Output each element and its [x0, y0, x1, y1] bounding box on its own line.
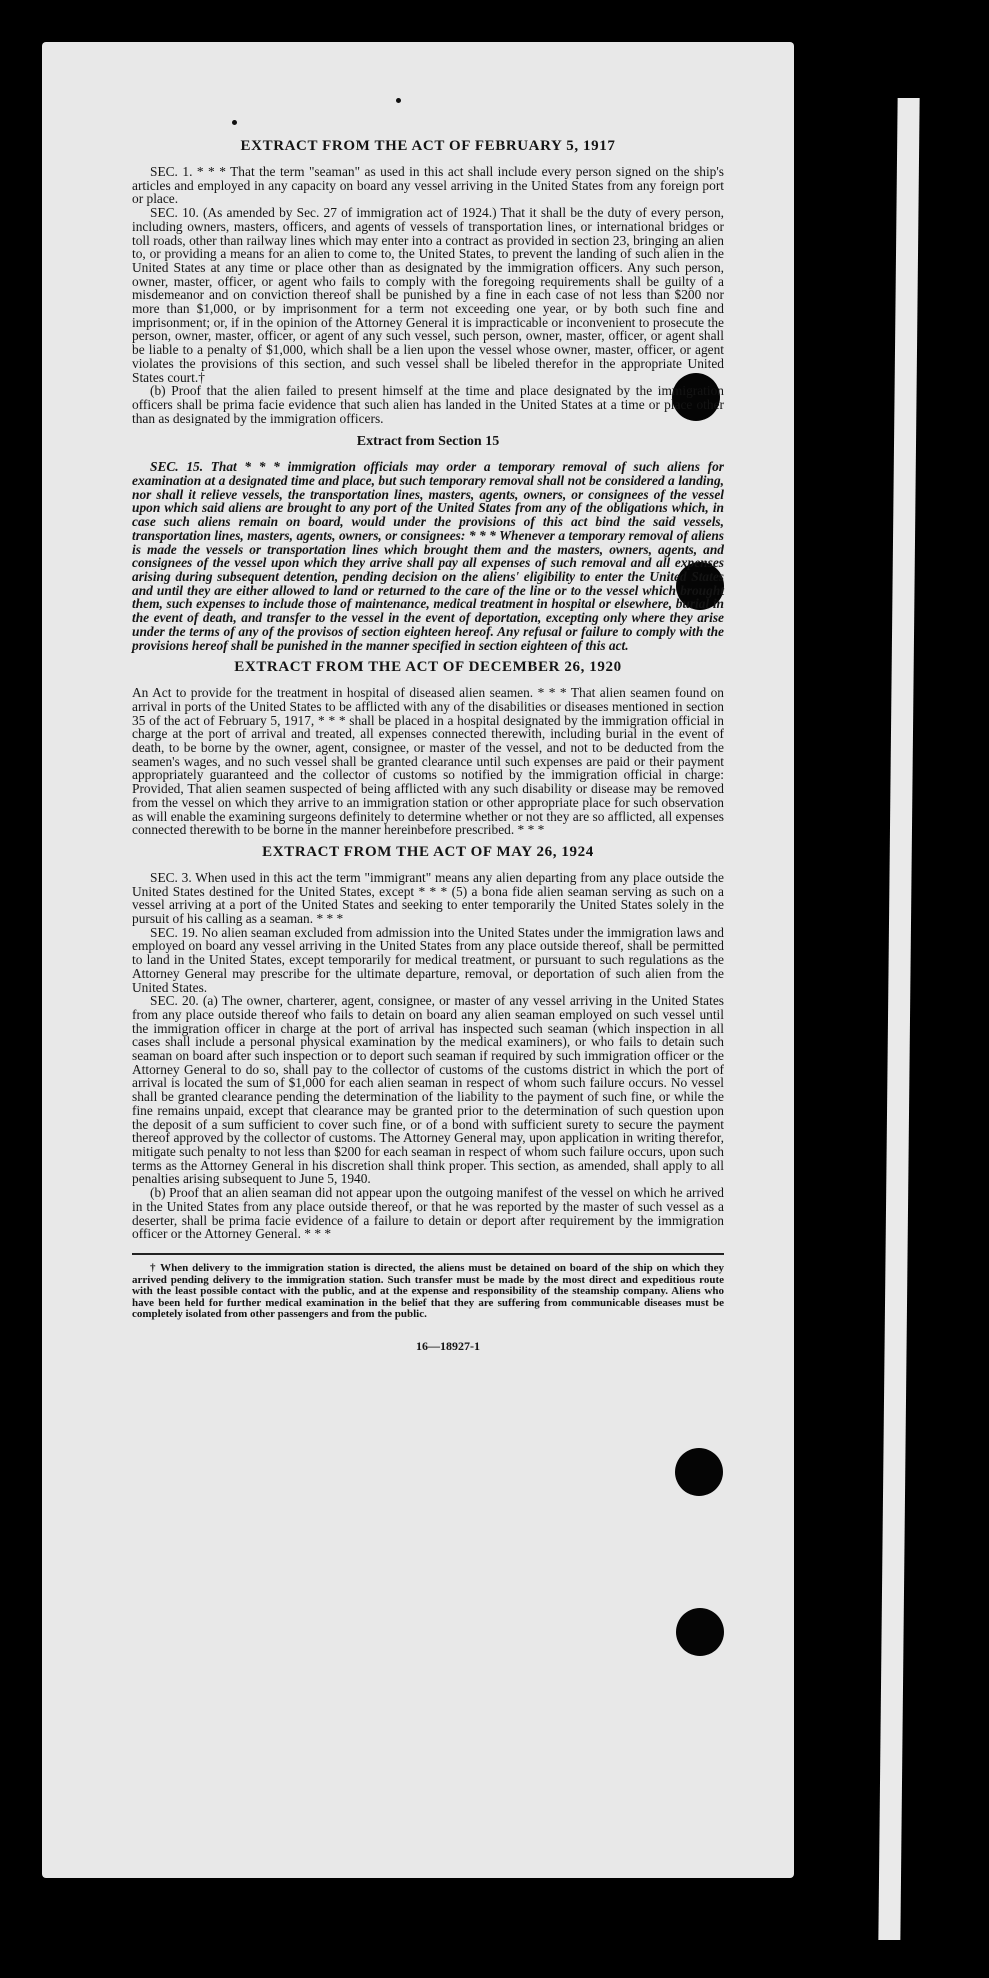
section-15-paragraph: SEC. 15. That * * * immigration officials may order a temporary removal of such aliens for examination at a designated time and place, but such temporary removal shall not be considered a landing, nor shall it relieve vessels, the transportation lines, masters, agents, owners, or consignees of the vessel upon which said aliens are brought to any port of the United States from any of the obligations which, in case such aliens remain on board, would under the provisions of this act bind the said vessels, transportation lines, masters, agents, owners, or consignees: * * * Whenever a temporary removal of aliens is made the vessels or transportation lines which brought them and the masters, owners, agents, and consignees of the vessel upon which they arrive shall pay all expenses of such removal and all expenses arising during subsequent detention, pending decision on the aliens' eligibility to enter the United States and until they are either allowed to land or returned to the care of the line or to the vessel which brought them, such expenses to include those of maintenance, medical treatment in hospital or elsewhere, burial in the event of death, and transfer to the vessel in the event of deportation, excepting only where they arise under the terms of any of the provisos of section eighteen hereof. Any refusal or failure to comply with the provisions hereof shall be punished in the manner specified in section eighteen of this act. [132, 459, 724, 653]
section-20a-paragraph: SEC. 20. (a) The owner, charterer, agent, consignee, or master of any vessel arriving in the United States from any place outside thereof who fails to detain on board any alien seaman employed on such vessel until the immigration officer in charge at the port of arrival has inspected such seaman (which inspection in all cases shall include a personal physical examination by the medical examiners), or who fails to detain such seaman on board after such inspection or to deport such seaman if required by such immigration officer or the Attorney General to do so, shall pay to the collector of customs of the customs district in which the port of arrival is located the sum of $1,000 for each alien seaman in respect of whom such failure occurs. No vessel shall be granted clearance pending the determination of the liability to the payment of such fine, or while the fine remains unpaid, except that clearance may be granted prior to the determination of such question upon the deposit of a sum sufficient to cover such fine, or of a bond with sufficient surety to secure the payment thereof approved by the collector of customs. The Attorney General may, upon application in writing therefor, mitigate such penalty to not less than $200 for each seaman in respect of whom such failure occurs, upon such terms as the Attorney General in his discretion shall think proper. This section, as amended, shall apply to all penalties arising subsequent to June 5, 1940. [132, 993, 724, 1187]
section-20b-paragraph: (b) Proof that an alien seaman did not appear upon the outgoing manifest of the vessel on which he arrived in the United States from any place outside thereof, or that he was reported by the master of such vessel as a deserter, shall be prima facie evidence of a failure to detain or deport after requirement by the immigration officer or the Attorney General. * * * [132, 1185, 724, 1242]
section-10b-paragraph: (b) Proof that the alien failed to present himself at the time and place designated by the immigration officers shall be prima facie evidence that such alien has landed in the United States at a time or place other than as designated by the immigration officers. [132, 383, 724, 426]
punch-hole [675, 1448, 723, 1496]
document-text [132, 137, 724, 1354]
section-3-paragraph: SEC. 3. When used in this act the term "immigrant" means any alien departing from any place outside the United States destined for the United States, except * * * (5) a bona fide alien seaman serving as such on a vessel arriving at a port of the United States and seeking to enter temporarily the United States solely in the pursuit of his calling as a seaman. * * * [132, 869, 724, 927]
section-1-paragraph: SEC. 1. * * * That the term "seaman" as used in this act shall include every person signed on the ship's articles and employed in any capacity on board any vessel arriving in the United States from any foreign port or place. [132, 164, 724, 207]
section-19-paragraph: SEC. 19. No alien seaman excluded from admission into the United States under the immigration laws and employed on board any vessel arriving in the United States from any place outside thereof, shall be permitted to land in the United States, except temporarily for medical treatment, or pursuant to such regulations as the Attorney General may prescribe for the ultimate departure, removal, or deportation of such alien from the United States. [132, 924, 724, 995]
footnote-divider [132, 1253, 724, 1255]
bullet-mark [232, 120, 237, 125]
act-1920-paragraph: An Act to provide for the treatment in hospital of diseased alien seamen. * * * That alien seamen found on arrival in ports of the United States to be afflicted with any of the disabilities or diseases mentioned in section 35 of the act of February 5, 1917, * * * shall be placed in a hospital designated by the immigration official in charge at the port of arrival and treated, all expenses connected therewith, including burial in the event of death, to be borne by the owner, agent, consignee, or master of the vessel, and not to be deducted from the seamen's wages, and no such vessel shall be granted clearance until such expenses are paid or their payment appropriately guaranteed and the collector of customs so notified by the immigration official in charge: Provided, That alien seamen suspected of being afflicted with any such disability or disease may be removed from the vessel on which they arrive to an immigration station or other appropriate place for such observation as will enable the examining surgeons definitely to determine whether or not they are so afflicted, all expenses connected therewith to be borne in the manner hereinbefore prescribed. * * * [132, 685, 724, 838]
heading-act-1917: EXTRACT FROM THE ACT OF FEBRUARY 5, 1917 [240, 138, 616, 154]
footnote: † When delivery to the immigration station is directed, the aliens must be detained on board of the ship on which they arrived pending delivery to the immigration station. Such transfer must be made by the most direct and expeditious route with the least possible contact with the public, and at the expense and responsibility of the steamship company. Aliens who have been held for further medical examination in the belief that they are suffering from communicable diseases must be completely isolated from other passengers and from the public. [132, 1261, 724, 1321]
heading-act-1924: EXTRACT FROM THE ACT OF MAY 26, 1924 [262, 843, 594, 860]
punch-hole [676, 1608, 724, 1656]
section-10-paragraph: SEC. 10. (As amended by Sec. 27 of immigration act of 1924.) That it shall be the duty of every person, including owners, masters, officers, and agents of vessels of transportation lines, or international bridges or toll roads, other than railway lines which may enter into a contract as provided in section 23, bringing an alien to, or providing a means for an alien to come to, the United States, to prevent the landing of such alien in the United States at any time or place other than as designated by the immigration officers. Any such person, owner, master, officer, or agent who fails to comply with the foregoing requirements shall be guilty of a misdemeanor and on conviction thereof shall be punished by a fine in each case of not less than $200 nor more than $1,000, or by imprisonment for a term not exceeding one year, or by both such fine and imprisonment; or, if in the opinion of the Attorney General it is impracticable or inconvenient to prosecute the person, owner, master, officer, or agent of any such vessel, such person, owner, master, officer, or agent shall be liable to a penalty of $1,000, which shall be a lien upon the vessel whose owner, master, officer, or agent violates the provisions of this section, and such vessel shall be libeled therefor in the appropriate United States court.† [132, 205, 724, 385]
bullet-mark [396, 98, 401, 103]
heading-section-15: Extract from Section 15 [356, 434, 500, 450]
right-paper-strip [878, 98, 919, 1940]
form-number: 16—18927-1 [416, 1338, 480, 1353]
heading-act-1920: EXTRACT FROM THE ACT OF DECEMBER 26, 1920 [234, 659, 622, 676]
